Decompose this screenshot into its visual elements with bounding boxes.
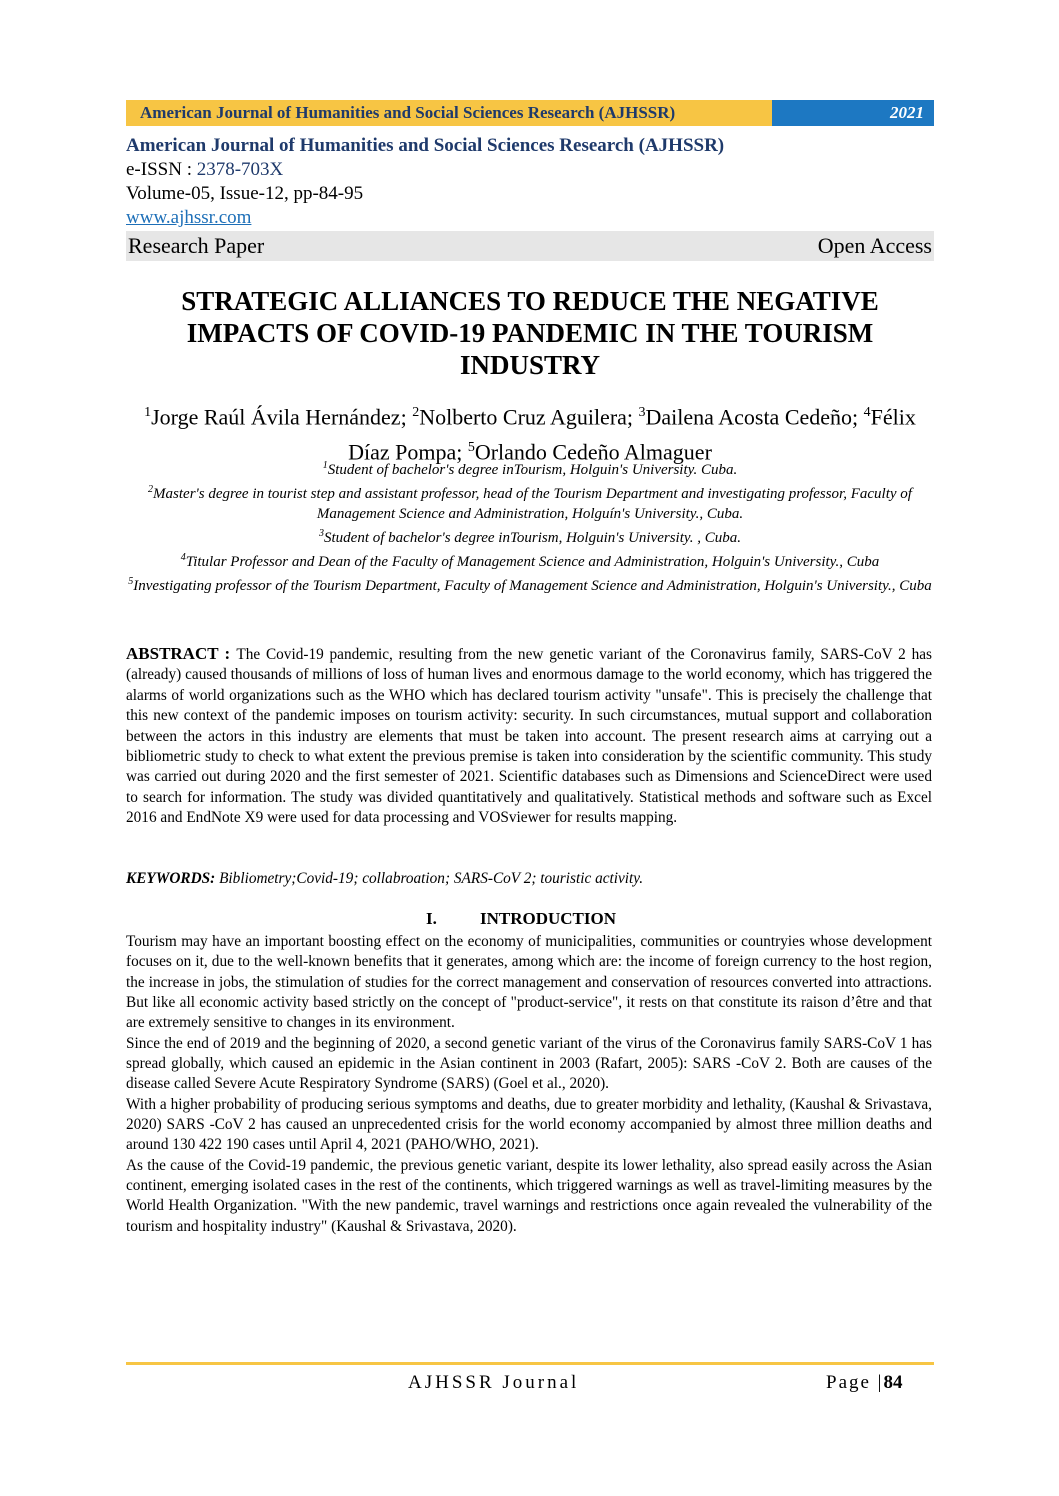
author-sup: 4 [863, 405, 871, 420]
keywords-label: KEYWORDS: [126, 870, 216, 887]
paper-type: Research Paper [128, 233, 265, 258]
paragraph: With a higher probability of producing serious symptoms and deaths, due to greater morbidity and lethality, (Kaushal & Srivastava, 2020) SARS -CoV 2 has caused an unprecedented crisis for the world economy accompanied by almost three million deaths and around 130 422 190 cases until April 4, 2021 (PAHO/WHO, 2021). [126, 1095, 932, 1154]
author-sup: 2 [412, 405, 420, 420]
author-name: Nolberto Cruz Aguilera; [419, 404, 639, 430]
footer-rule [126, 1362, 934, 1365]
page-number: 84 [883, 1372, 903, 1393]
author-name: Orlando Cedeño Almaguer [474, 439, 712, 465]
journal-website-link[interactable]: www.ajhssr.com [126, 207, 252, 228]
author-name: Jorge Raúl Ávila Hernández; [151, 404, 413, 430]
journal-name: American Journal of Humanities and Social Sciences Research (AJHSSR) [126, 135, 725, 156]
paragraph: Tourism may have an important boosting effect on the economy of municipalities, communities or countryies whose development focuses on it, due to the well-known benefits that it generates, among which are: the income of foreign currency to the host region, the increase in jobs, the stimulation of studies for the correct management and conservation of resources converted into attractions. But like all economic activity based strictly on the concept of "product-service", it rests on that constitute its raison d’être and that are extremely sensitive to changes in its environment. [126, 933, 932, 1032]
affiliation-sup: 2 [148, 484, 154, 495]
paragraph: Since the end of 2019 and the beginning of 2020, a second genetic variant of the virus of the Coronavirus family SARS-CoV 1 has spread globally, which caused an epidemic in the Asian continent in 2003 (Rafart, 2005): SARS -CoV 2. Both are causes of the disease called Severe Acute Respiratory Syndrome (SARS) (Goel et al., 2020). [126, 1034, 932, 1093]
running-header-journal: American Journal of Humanities and Social Sciences Research (AJHSSR) [126, 100, 772, 126]
footer-page [826, 1372, 903, 1394]
issn-value: 2378-703X [196, 159, 284, 180]
abstract-text: The Covid-19 pandemic, resulting from the new genetic variant of the Coronavirus family, SARS-CoV 2 has (already) caused thousands of millions of loss of human lives and enormous damage to the world economy, which has triggered the alarms of world organizations such as the WHO which has declared tourism activity "unsafe". This is precisely the challenge that this new context of the pandemic imposes on tourism activity: security. In such circumstances, mutual support and collaboration between the actors in this industry are elements that must be taken into account. The present research aims at carrying out a bibliometric study to check to what extent the previous premise is taken into consideration by the scientific community. This study was carried out during 2020 and the first semester of 2021. Scientific databases such as Dimensions and ScienceDirect were used to search for information. The study was divided quantitatively and qualitatively. Statistical methods and software such as Excel 2016 and EndNote X9 were used for data processing and VOSviewer for results mapping. [126, 646, 932, 827]
affiliation-item [126, 456, 934, 480]
abstract-label: ABSTRACT : [126, 644, 237, 663]
keywords-text: Bibliometry;Covid-19; collabroation; SARS-CoV 2; touristic activity. [215, 870, 644, 887]
affiliation-sup: 5 [128, 576, 134, 587]
affiliation-sup: 1 [322, 460, 328, 471]
author-name: Dailena Acosta Cedeño; [645, 404, 864, 430]
affiliations [126, 456, 934, 596]
volume-info: Volume-05, Issue-12, pp-84-95 [126, 183, 364, 204]
paragraph: As the cause of the Covid-19 pandemic, the previous genetic variant, despite its lower lethality, also spread easily across the Asian continent, emerging isolated cases in the rest of the continents, which triggered warnings as well as travel-limiting measures by the World Health Organization. "With the new pandemic, travel warnings and restrictions once again revealed the vulnerability of the tourism and hospitality industry" (Kaushal & Srivastava, 2020). [126, 1156, 932, 1235]
affiliation-text: Titular Professor and Dean of the Faculty of Management Science and Administration, Holguin's University., Cuba [185, 554, 880, 570]
running-header [126, 100, 934, 126]
section-title: INTRODUCTION [480, 909, 617, 928]
paper-type-bar [126, 231, 934, 261]
author-sup: 5 [467, 440, 475, 456]
affiliation-item [126, 548, 934, 572]
author-sup: 3 [638, 405, 646, 420]
affiliation-sup: 4 [180, 552, 186, 563]
introduction-body [126, 932, 932, 1237]
footer-journal: AJHSSR Journal [408, 1372, 580, 1393]
affiliation-text: Student of bachelor's degree inTourism, Holguin's University. , Cuba. [324, 530, 741, 546]
access-type: Open Access [817, 233, 932, 258]
author-name: Félix Díaz Pompa; [348, 404, 916, 465]
affiliation-text: Investigating professor of the Tourism Department, Faculty of Management Science and Administration, Holguin's University., Cuba [133, 578, 932, 594]
affiliation-text: Student of bachelor's degree inTourism, Holguin's University. Cuba. [327, 462, 738, 478]
affiliation-text: Master's degree in tourist step and assistant professor, head of the Tourism Department and investigating professor, Faculty of Management Science and Administration, Holguín's University., Cuba. [153, 486, 912, 522]
affiliation-item [126, 524, 934, 548]
running-header-year: 2021 [772, 100, 934, 126]
issn-label: e-ISSN : [126, 159, 197, 180]
affiliation-sup: 3 [319, 528, 325, 539]
section-number: I. [426, 909, 437, 928]
author-sup: 1 [144, 405, 152, 420]
abstract [126, 644, 932, 829]
page-label: Page | [826, 1372, 884, 1393]
issn [126, 158, 934, 182]
affiliation-item [126, 572, 934, 596]
journal-info [126, 134, 934, 230]
affiliation-item [126, 480, 934, 524]
keywords [126, 869, 932, 889]
paper-title: STRATEGIC ALLIANCES TO REDUCE THE NEGATIVE IMPACTS OF COVID-19 PANDEMIC IN THE TOURISM INDUSTRY [181, 286, 879, 380]
